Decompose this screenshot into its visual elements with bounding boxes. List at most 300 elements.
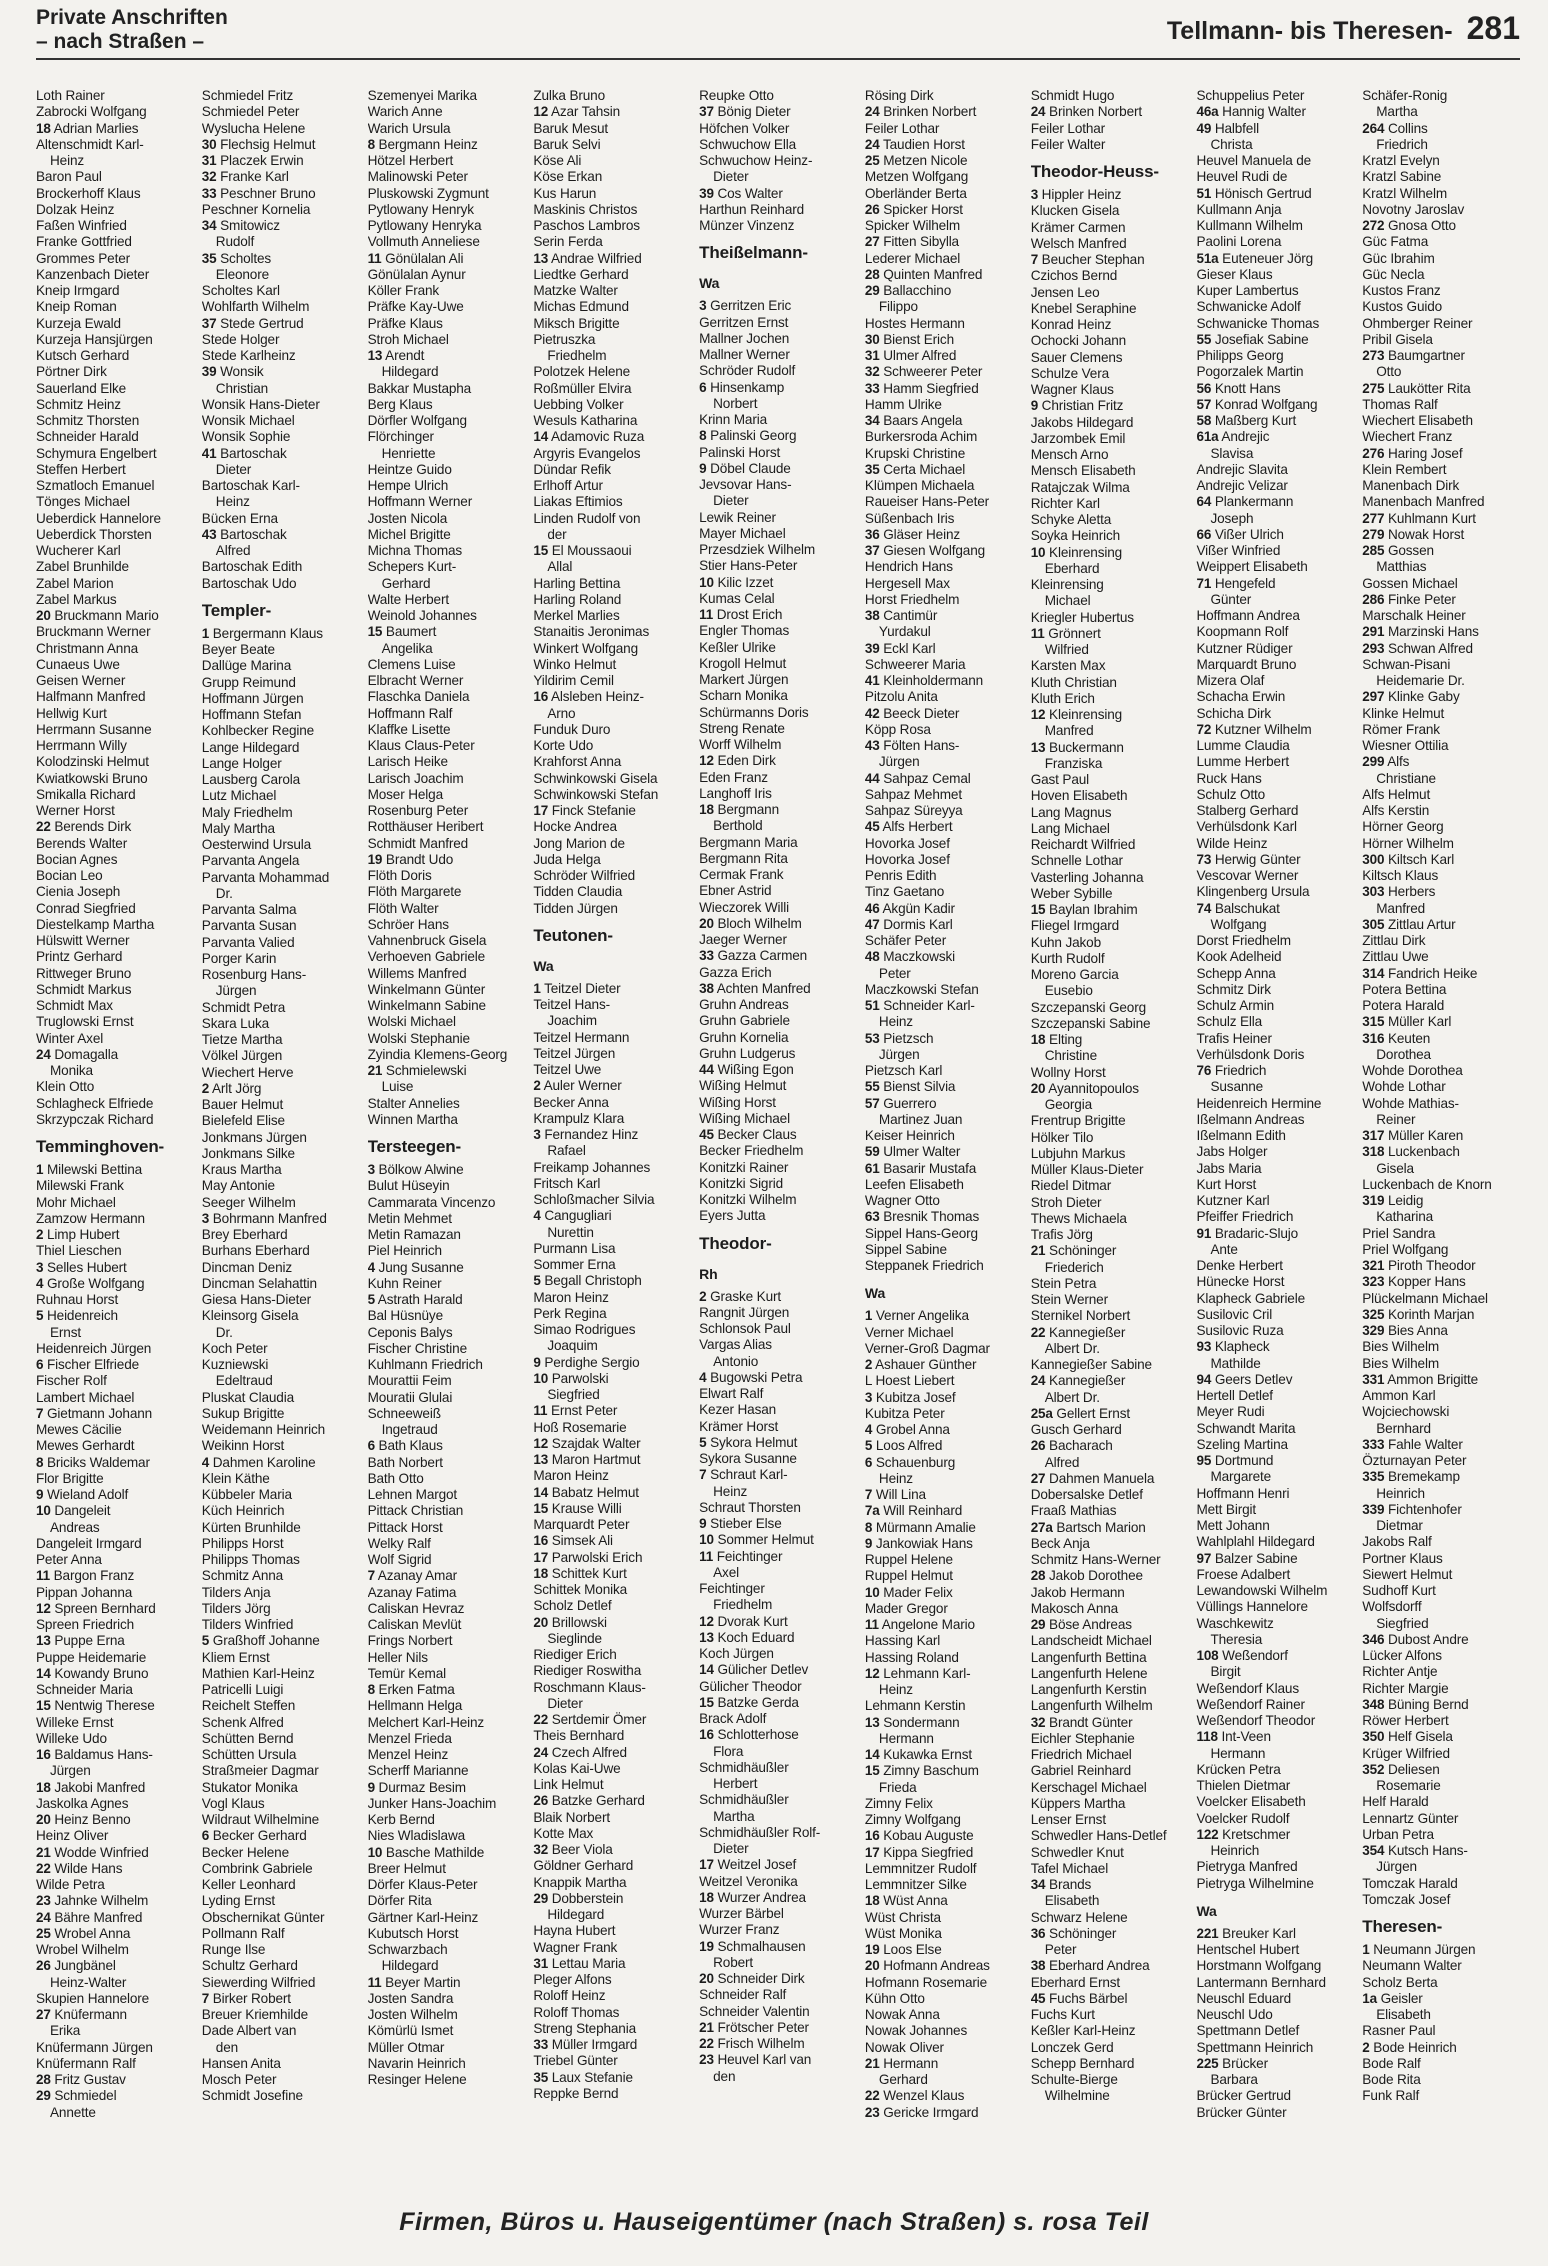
resident-entry: Vescovar Werner xyxy=(1196,868,1299,883)
resident-entry: Wurzer Bärbel xyxy=(699,1906,784,1921)
resident-name: Knüfermann xyxy=(50,2007,127,2022)
house-number: 303 xyxy=(1362,884,1385,900)
resident-entry: Patricelli Luigi xyxy=(201,1682,284,1697)
resident-entry: Parvanta Susan xyxy=(201,918,297,934)
entry-continuation: Rafael xyxy=(547,1143,586,1159)
house-entry xyxy=(699,1549,861,1565)
resident-entry: Schäfer Peter xyxy=(864,933,947,948)
resident-entry: Wiesner Ottilia xyxy=(1362,738,1449,753)
entry-continuation: Slavisa xyxy=(1210,445,1254,461)
entry-continuation: Eberhard xyxy=(1044,560,1100,576)
resident-name: Feichtinger xyxy=(713,1548,783,1564)
resident-entry: Stier Hans-Peter xyxy=(699,558,798,574)
house-entry xyxy=(865,1438,1027,1454)
entry-continuation: Angelika xyxy=(381,640,433,656)
resident-entry: Metin Mehmet xyxy=(367,1210,452,1226)
resident-name: Brinken Norbert xyxy=(879,104,977,120)
resident-entry: Jakob Hermann xyxy=(1030,1584,1125,1600)
resident-name: Weitzel Josef xyxy=(713,1857,797,1873)
house-entry xyxy=(1362,543,1524,559)
section-title-line2: – nach Straßen – xyxy=(36,30,205,53)
resident-entry: Smikalla Richard xyxy=(36,786,136,802)
resident-entry: Kerb Bernd xyxy=(367,1812,435,1827)
house-number: 13 xyxy=(533,1452,549,1467)
resident-entry: Kiltsch Klaus xyxy=(1362,868,1439,883)
resident-entry: Schröer Hans xyxy=(367,916,449,932)
resident-entry: Michas Edmund xyxy=(533,299,629,315)
entry-continuation: Wilhelmine xyxy=(1044,2088,1110,2104)
resident-name: Teitzel Dieter xyxy=(540,980,621,996)
resident-entry: Krüger Wilfried xyxy=(1362,1745,1450,1761)
resident-name: Laukötter Rita xyxy=(1384,380,1471,396)
house-entry xyxy=(865,413,1027,429)
house-number: 5 xyxy=(699,1434,707,1450)
resident-entry: Lenser Ernst xyxy=(1030,1812,1106,1827)
resident-entry: Eyers Jutta xyxy=(699,1208,766,1224)
entry-continuation: Erika xyxy=(50,2023,81,2039)
resident-entry: Trafis Heiner xyxy=(1196,1030,1272,1046)
house-entry xyxy=(533,1550,695,1566)
house-number: 36 xyxy=(864,526,880,542)
house-entry xyxy=(36,1698,198,1714)
house-entry xyxy=(865,1096,1027,1112)
house-number: 9 xyxy=(1030,398,1039,414)
resident-entry: Willeke Ernst xyxy=(36,1714,114,1730)
resident-entry: Winter Axel xyxy=(36,1030,104,1046)
resident-entry: Polotzek Helene xyxy=(533,364,631,380)
resident-entry: Jaeger Werner xyxy=(699,932,787,947)
house-number: 4 xyxy=(367,1259,375,1275)
resident-entry: Cunaeus Uwe xyxy=(36,656,120,672)
resident-entry: Schmitz Hans-Werner xyxy=(1030,1552,1161,1567)
resident-entry: Scharn Monika xyxy=(699,688,788,704)
resident-entry: Kratzl Wilhelm xyxy=(1362,185,1448,201)
house-number: 13 xyxy=(699,1629,714,1645)
resident-entry: Kubitza Peter xyxy=(864,1405,945,1421)
resident-name: Birker Robert xyxy=(209,1990,291,2006)
house-entry xyxy=(202,218,364,234)
resident-name: Dvorak Kurt xyxy=(713,1613,788,1629)
house-number: 37 xyxy=(864,543,880,558)
house-entry xyxy=(36,2007,198,2023)
resident-entry: Kuzniewski xyxy=(201,1357,269,1372)
resident-name: Breuker Karl xyxy=(1218,1925,1296,1941)
resident-entry: Brack Adolf xyxy=(699,1711,767,1726)
resident-entry: Klein Käthe xyxy=(201,1470,270,1486)
resident-entry: Hoffmann Stefan xyxy=(201,707,302,722)
resident-name: Schmiedel xyxy=(50,2088,117,2104)
resident-name: Fandrich Heike xyxy=(1384,965,1478,981)
house-number: 18 xyxy=(864,1893,880,1909)
house-number: 45 xyxy=(699,1127,714,1142)
resident-entry: Eichler Stephanie xyxy=(1030,1730,1135,1746)
resident-name: Auler Werner xyxy=(540,1078,622,1094)
resident-entry: Wonsik Sophie xyxy=(201,429,291,445)
resident-entry: Makosch Anna xyxy=(1030,1600,1119,1616)
resident-entry: Nowak Anna xyxy=(864,2007,940,2022)
house-number: 59 xyxy=(864,1144,880,1160)
resident-entry: Spettmann Detlef xyxy=(1196,2023,1300,2039)
resident-entry: Schäfer-Ronig xyxy=(1362,88,1448,103)
resident-entry: Puppe Heidemarie xyxy=(36,1649,147,1665)
resident-entry: Herrmann Susanne xyxy=(36,721,152,737)
house-entry xyxy=(699,1532,861,1548)
resident-name: Baumgartner xyxy=(1384,348,1465,363)
house-number: 1 xyxy=(864,1308,873,1324)
house-entry xyxy=(368,1568,530,1584)
resident-name: Heuvel Karl van xyxy=(713,2052,812,2068)
resident-entry: Metin Ramazan xyxy=(367,1227,461,1242)
resident-name: Gülicher Detlev xyxy=(713,1662,809,1678)
resident-name: Azar Tahsin xyxy=(548,104,621,120)
house-entry xyxy=(1196,722,1358,738)
resident-entry: Gruhn Andreas xyxy=(699,997,789,1012)
resident-entry: Wohde Dorothea xyxy=(1362,1063,1463,1078)
house-entry xyxy=(865,2105,1027,2121)
resident-entry: Wißing Michael xyxy=(699,1110,790,1126)
resident-entry: Linden Rudolf von xyxy=(533,510,641,526)
resident-name: Basarir Mustafa xyxy=(879,1160,977,1176)
house-entry xyxy=(1196,381,1358,397)
house-number: 5 xyxy=(367,1292,375,1307)
house-entry xyxy=(865,527,1027,543)
resident-entry: Kanzenbach Dieter xyxy=(36,266,150,282)
resident-entry: Schneider Ralf xyxy=(699,1987,787,2003)
resident-entry: Schyke Aletta xyxy=(1030,512,1112,527)
resident-entry: Zabel Marion xyxy=(36,575,114,591)
directory-column-7 xyxy=(1031,88,1193,2188)
house-entry xyxy=(533,1355,695,1371)
directory-column-8 xyxy=(1196,88,1358,2188)
resident-entry: Koch Jürgen xyxy=(699,1646,774,1661)
resident-name: Kippa Siegfried xyxy=(879,1844,974,1860)
resident-entry: Nies Wladislawa xyxy=(367,1828,466,1844)
entry-continuation: Wolfgang xyxy=(1210,916,1267,932)
house-entry xyxy=(1031,707,1193,723)
resident-name: Scholtes xyxy=(216,250,272,266)
entry-continuation: Siegfried xyxy=(547,1387,600,1402)
resident-name: Leidig xyxy=(1384,1193,1424,1208)
resident-entry: Stalter Annelies xyxy=(367,1095,460,1111)
resident-name: Beucher Stephan xyxy=(1038,252,1145,267)
house-number: 76 xyxy=(1196,1063,1212,1078)
house-entry xyxy=(1196,852,1358,868)
resident-name: Bies Anna xyxy=(1384,1323,1448,1338)
house-number: 46 xyxy=(864,900,880,916)
house-number: 3 xyxy=(699,298,707,314)
resident-name: Konrad Wolfgang xyxy=(1211,396,1318,412)
house-entry xyxy=(202,626,364,642)
resident-name: Wrobel Anna xyxy=(50,1925,131,1941)
resident-entry: Schwanicke Adolf xyxy=(1196,299,1301,315)
resident-entry: Dörfer Rita xyxy=(367,1893,432,1909)
resident-entry: Gusch Gerhard xyxy=(1030,1422,1122,1437)
house-number: 11 xyxy=(533,1403,548,1419)
entry-continuation: Bernhard xyxy=(1376,1420,1431,1436)
resident-entry: Schütten Ursula xyxy=(201,1747,297,1762)
house-number: 46a xyxy=(1196,104,1219,120)
house-entry xyxy=(533,1615,695,1631)
resident-name: Kannegießer xyxy=(1045,1324,1126,1340)
resident-entry: Wilde Petra xyxy=(36,1877,105,1892)
entry-continuation: Heinz xyxy=(50,153,85,168)
resident-entry: Schmidt Markus xyxy=(36,981,132,997)
resident-name: Baldamus Hans- xyxy=(50,1747,153,1762)
resident-entry: Combrink Gabriele xyxy=(201,1860,313,1876)
resident-entry: Becker Helene xyxy=(201,1844,289,1860)
resident-entry: Harling Roland xyxy=(533,591,622,607)
resident-name: Eberhard Andrea xyxy=(1045,1958,1150,1974)
house-number: 108 xyxy=(1196,1648,1219,1663)
resident-entry: Hassing Karl xyxy=(864,1633,941,1649)
resident-entry: Kluth Christian xyxy=(1030,674,1117,690)
street-side-label: Rh xyxy=(699,1265,718,1282)
resident-entry: Funduk Duro xyxy=(533,721,611,737)
resident-entry: Schulze Vera xyxy=(1030,365,1109,381)
resident-name: Andrejic xyxy=(1218,429,1270,445)
house-entry xyxy=(36,1633,198,1649)
resident-name: Korinth Marjan xyxy=(1384,1306,1475,1322)
resident-entry: Rosenburg Peter xyxy=(367,803,469,818)
entry-continuation: Filippo xyxy=(878,299,918,315)
house-entry xyxy=(1362,381,1524,397)
resident-entry: Kuhn Jakob xyxy=(1030,934,1101,950)
resident-name: Czech Alfred xyxy=(548,1744,627,1760)
house-number: 11 xyxy=(1030,625,1045,641)
resident-name: Verner Angelika xyxy=(872,1308,969,1324)
entry-continuation: Norbert xyxy=(713,395,758,411)
house-number: 26 xyxy=(864,201,880,217)
resident-name: Bölkow Alwine xyxy=(374,1162,464,1177)
resident-entry: Frentrup Brigitte xyxy=(1030,1113,1126,1129)
resident-entry: Schymura Engelbert xyxy=(36,445,157,461)
resident-entry: Mewes Cäcilie xyxy=(36,1422,122,1437)
resident-entry: Lang Michael xyxy=(1030,820,1110,836)
resident-name: Dubost Andre xyxy=(1384,1631,1469,1647)
house-entry xyxy=(368,1063,530,1079)
resident-name: Plankermann xyxy=(1211,494,1294,510)
house-number: 20 xyxy=(699,915,714,931)
house-number: 55 xyxy=(864,1079,880,1095)
resident-entry: Kannegießer Sabine xyxy=(1030,1357,1152,1372)
resident-entry: Pribil Gisela xyxy=(1362,331,1433,347)
entry-continuation: Manfred xyxy=(1376,900,1426,916)
resident-name: Giesen Wolfgang xyxy=(879,543,986,558)
house-entry xyxy=(36,1893,198,1909)
house-number: 37 xyxy=(201,315,217,331)
house-entry xyxy=(1362,592,1524,608)
resident-name: Fischer Elfriede xyxy=(43,1357,140,1372)
resident-name: Fernandez Hinz xyxy=(540,1127,639,1142)
resident-entry: Brey Eberhard xyxy=(201,1227,288,1242)
house-entry xyxy=(533,803,695,819)
resident-entry: Susilovic Ruza xyxy=(1196,1323,1284,1338)
resident-entry: Bielefeld Elise xyxy=(201,1113,285,1129)
resident-entry: Weidemann Heinrich xyxy=(201,1422,326,1437)
resident-entry: Worff Wilhelm xyxy=(699,737,782,752)
house-number: 27 xyxy=(1030,1470,1046,1486)
resident-entry: Gruhn Ludgerus xyxy=(699,1045,796,1061)
resident-entry: Fischer Rolf xyxy=(36,1373,107,1389)
house-number: 333 xyxy=(1362,1436,1385,1452)
resident-name: Kretschmer xyxy=(1218,1826,1291,1842)
resident-entry: Runge Ilse xyxy=(201,1942,266,1957)
house-number: 25 xyxy=(864,153,880,168)
house-number: 18 xyxy=(699,1889,714,1905)
house-entry xyxy=(865,1520,1027,1536)
resident-entry: Waschkewitz xyxy=(1196,1615,1274,1631)
resident-entry: May Antonie xyxy=(201,1178,275,1194)
house-entry xyxy=(1362,1323,1524,1339)
resident-name: Bönig Dieter xyxy=(713,104,791,120)
house-number: 3 xyxy=(36,1259,44,1275)
house-entry xyxy=(1031,545,1193,561)
house-entry xyxy=(1196,397,1358,413)
resident-entry: Wyslucha Helene xyxy=(201,120,306,136)
entry-continuation: Theresia xyxy=(1210,1631,1263,1647)
house-entry xyxy=(865,1828,1027,1844)
house-entry xyxy=(533,1501,695,1517)
resident-name: Kleinrensing xyxy=(1045,544,1123,560)
resident-entry: Becker Friedhelm xyxy=(699,1143,804,1159)
resident-name: Kuhlmann Kurt xyxy=(1384,510,1476,526)
resident-entry: Liakas Eftimios xyxy=(533,494,623,510)
resident-entry: Scholz Berta xyxy=(1362,1974,1438,1990)
resident-entry: Giesa Hans-Dieter xyxy=(201,1292,312,1307)
resident-entry: Flöth Doris xyxy=(367,868,432,883)
resident-entry: Hölker Tilo xyxy=(1030,1129,1094,1145)
resident-name: Finck Stefanie xyxy=(548,803,636,818)
resident-name: Schauenburg xyxy=(872,1454,956,1470)
resident-entry: Paschos Lambros xyxy=(533,218,640,233)
house-number: 5 xyxy=(36,1308,44,1324)
resident-entry: Oesterwind Ursula xyxy=(201,837,312,852)
resident-entry: Denke Herbert xyxy=(1196,1258,1283,1273)
house-entry xyxy=(1196,332,1358,348)
resident-entry: Ochocki Johann xyxy=(1030,333,1127,349)
house-entry xyxy=(1362,121,1524,137)
resident-name: Elting xyxy=(1045,1032,1083,1047)
resident-name: Heinz Benno xyxy=(50,1812,131,1827)
directory-column-3 xyxy=(368,88,530,2188)
resident-entry: Junker Hans-Joachim xyxy=(367,1795,497,1811)
house-number: 39 xyxy=(864,640,880,656)
resident-entry: Ratajczak Wilma xyxy=(1030,479,1130,495)
resident-entry: Ebner Astrid xyxy=(699,883,772,899)
resident-entry: Lantermann Bernhard xyxy=(1196,1974,1326,1990)
resident-entry: Reupke Otto xyxy=(699,88,774,103)
entry-continuation: Elisabeth xyxy=(1376,2007,1431,2022)
resident-name: Milewski Bettina xyxy=(43,1162,143,1177)
resident-name: Frötscher Peter xyxy=(713,2019,809,2035)
resident-name: Hofmann Andreas xyxy=(879,1958,990,1974)
resident-entry: Jakobs Ralf xyxy=(1362,1534,1432,1550)
house-entry xyxy=(1362,1128,1524,1144)
house-entry xyxy=(533,1712,695,1728)
resident-name: Fahle Walter xyxy=(1384,1436,1463,1452)
resident-entry: Jensen Leo xyxy=(1030,284,1100,300)
resident-name: Ulmer Alfred xyxy=(879,348,957,363)
house-entry xyxy=(1362,641,1524,657)
resident-entry: Koopmann Rolf xyxy=(1196,624,1289,640)
house-entry xyxy=(533,1078,695,1094)
resident-name: Krause Willi xyxy=(548,1500,622,1516)
resident-name: Eckl Karl xyxy=(879,640,936,656)
resident-entry: Kühn Otto xyxy=(864,1990,925,2006)
resident-entry: Spicker Wilhelm xyxy=(864,218,961,233)
house-number: 66 xyxy=(1196,526,1212,542)
resident-entry: Köse Erkan xyxy=(533,169,603,185)
house-entry xyxy=(1196,121,1358,137)
house-entry xyxy=(368,1682,530,1698)
resident-entry: Zimny Felix xyxy=(864,1795,933,1811)
house-entry xyxy=(699,981,861,997)
house-entry xyxy=(1196,2056,1358,2072)
resident-name: Bruckmann Mario xyxy=(50,608,159,623)
resident-entry: Miksch Brigitte xyxy=(533,315,620,331)
resident-entry: Voelcker Rudolf xyxy=(1196,1810,1290,1826)
house-number: 7 xyxy=(1030,252,1039,267)
resident-entry: Marquardt Bruno xyxy=(1196,656,1297,672)
resident-entry: Bode Ralf xyxy=(1362,2055,1421,2071)
resident-entry: Weitzel Veronika xyxy=(699,1873,798,1889)
resident-name: Schöninger xyxy=(1045,1925,1117,1941)
resident-entry: Wrobel Wilhelm xyxy=(36,1942,129,1957)
resident-entry: Moreno Garcia xyxy=(1030,967,1119,982)
resident-entry: Müller Otmar xyxy=(367,2039,445,2055)
resident-name: Bienst Erich xyxy=(879,331,954,347)
resident-entry: Berg Klaus xyxy=(367,396,433,412)
house-number: 39 xyxy=(201,364,217,380)
resident-entry: Susilovic Cril xyxy=(1196,1306,1273,1322)
house-entry xyxy=(533,1273,695,1289)
resident-entry: Engler Thomas xyxy=(699,623,790,639)
house-number: 12 xyxy=(699,753,714,769)
resident-name: Euteneuer Jörg xyxy=(1218,250,1314,266)
house-number: 1 xyxy=(1362,1942,1370,1957)
house-entry xyxy=(36,1845,198,1861)
resident-entry: Mett Johann xyxy=(1196,1518,1270,1533)
house-entry xyxy=(36,1260,198,1276)
house-number: 323 xyxy=(1362,1274,1385,1290)
resident-entry: Schmidhäußler xyxy=(699,1792,789,1808)
street-heading: Templer- xyxy=(201,600,272,620)
house-entry xyxy=(1362,2040,1524,2056)
resident-entry: Becker Anna xyxy=(533,1094,609,1110)
resident-entry: Priel Sandra xyxy=(1362,1225,1436,1241)
resident-entry: Scherff Marianne xyxy=(367,1763,469,1779)
resident-name: Laux Stefanie xyxy=(548,2069,633,2085)
house-entry xyxy=(1362,1372,1524,1388)
house-number: 14 xyxy=(699,1662,714,1678)
resident-entry: Schenk Alfred xyxy=(201,1714,284,1730)
house-entry xyxy=(533,689,695,705)
house-number: 8 xyxy=(367,1682,375,1697)
house-entry xyxy=(699,1127,861,1143)
resident-entry: Herrmann Willy xyxy=(36,738,127,753)
resident-name: Bartoschak xyxy=(216,445,287,461)
resident-name: Fichtenhofer xyxy=(1384,1501,1462,1517)
resident-entry: Wüst Monika xyxy=(864,1925,942,1941)
resident-entry: Hertell Detlef xyxy=(1196,1388,1273,1403)
house-number: 7 xyxy=(36,1405,44,1421)
house-number: 20 xyxy=(36,608,51,623)
house-entry xyxy=(533,2037,695,2053)
house-number: 32 xyxy=(533,1842,549,1857)
house-entry xyxy=(1196,1729,1358,1745)
house-number: 34 xyxy=(201,218,217,233)
entry-continuation: Günter xyxy=(1210,591,1252,607)
